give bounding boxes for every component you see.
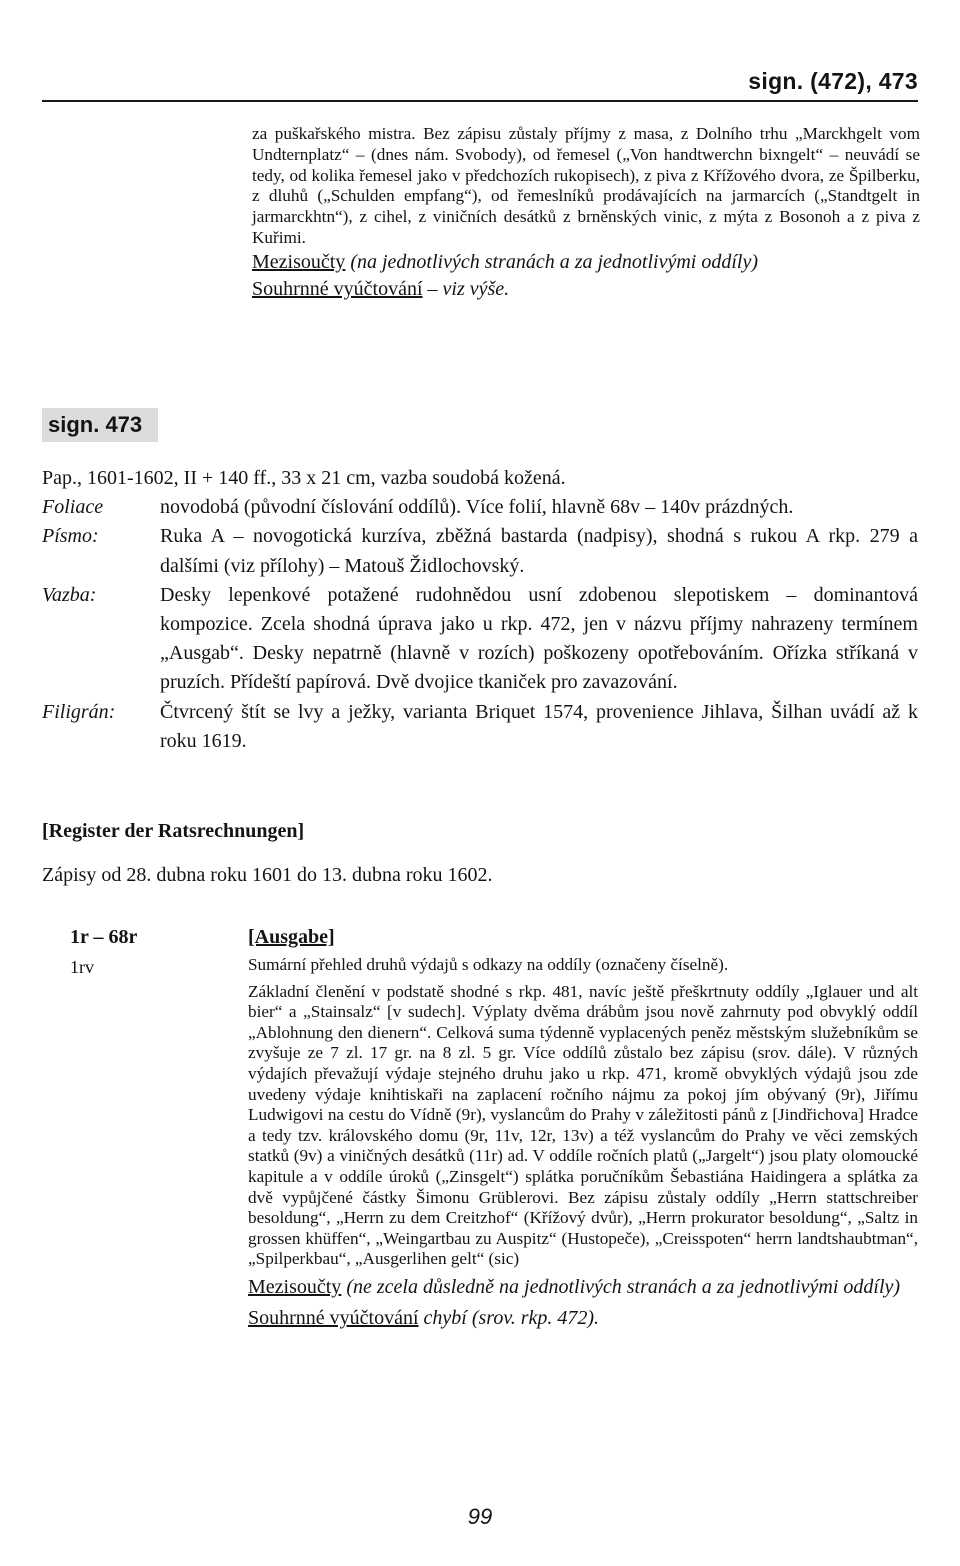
intro-souhrnne-note: – viz výše.: [427, 277, 510, 300]
row-text: Čtvrcený štít se lvy a ježky, varianta Briquet 1574, provenience Jihlava, Šilhan uvádí až k roku 1619.: [160, 700, 918, 752]
intro-mezisoucty-note: (na jednotlivých stranách a za jednotlivými oddíly): [350, 250, 758, 273]
entry-mezisoucty-line: [248, 1274, 918, 1301]
entry-souhrnne-note: chybí (srov. rkp. 472).: [423, 1306, 600, 1329]
page-number: 99: [467, 1504, 493, 1529]
sign-heading-badge: sign. 473: [42, 408, 158, 442]
description-row-foliace: [42, 493, 918, 522]
entry-souhrnne-label: Souhrnné vyúčtování: [248, 1306, 419, 1329]
entry-mezisoucty-note: (ne zcela důsledně na jednotlivých stranách a za jednotlivými oddíly): [346, 1275, 901, 1298]
ausgabe-entry: [248, 924, 918, 1332]
row-label: Písmo:: [42, 525, 99, 548]
entry-heading: [Ausgabe]: [248, 926, 335, 948]
row-label: Filigrán:: [42, 700, 116, 723]
row-text: Ruka A – novogotická kurzíva, zběžná bastarda (nadpisy), shodná s rukou A rkp. 279 a dalšími (viz přílohy) – Matouš Židlochovský.: [160, 525, 918, 577]
intro-souhrnne-line: [252, 276, 920, 303]
entry-souhrnne-line: [248, 1305, 918, 1332]
folio-range: 1r – 68r: [70, 926, 138, 948]
folio-sub: 1rv: [70, 957, 94, 977]
physical-description: Pap., 1601-1602, II + 140 ff., 33 x 21 cm, vazba soudobá kožená.: [42, 467, 566, 489]
intro-mezisoucty-line: [252, 249, 920, 276]
row-text: Desky lepenkové potažené rudohnědou usní zdobenou slepotiskem – dominantová kompozice. Zcela shodná úprava jako u rkp. 472, jen v názvu příjmy nahrazeny termínem „Ausgab“. Desky nepatrně (hlavně v rozích) poškozeny opotřebováním. Ořízka stříkaná v pruzích. Přídeští papírová. Dvě dvojice tkaniček pro zavazování.: [160, 583, 918, 694]
intro-paragraph: za puškařského mistra. Bez zápisu zůstaly příjmy z masa, z Dolního trhu „Marckhgelt vom Undternplatz“ – (dnes nám. Svobody), od řemesel („Von handtwerchn bixngelt“ – neuvádí se tedy, od kolika řemesel jako v předchozích rukopisech), z piva z Křížového dvora, ze Špilberku, z dluhů („Schulden empfang“), od řemeslníků prodávajících na jarmarcích („Standtgelt in jarmarckhtn“), z cihel, z viničních desátků z brněnských vinic, z mýta z Bosonoh a z piva z Kuřimi.: [252, 124, 920, 247]
description-row-vazba: [42, 581, 918, 698]
intro-souhrnne-label: Souhrnné vyúčtování: [252, 277, 423, 300]
row-label: Foliace: [42, 496, 104, 519]
description-row-filigran: [42, 698, 918, 756]
header-rule: [42, 100, 918, 102]
row-text: novodobá (původní číslování oddílů). Více folií, hlavně 68v – 140v prázdných.: [160, 496, 794, 519]
row-label: Vazba:: [42, 583, 97, 606]
entry-body: Základní členění v podstatě shodné s rkp. 481, navíc ještě přeškrtnuty oddíly „Iglauer und alt bier“ a „Stainsalz“ [v sudech]. Výplaty dvěma drábům jsou nově zahrnuty pod obvyklý oddíl „Ablohnung den dienern“. Celková suma týdenně vyplacených peněz městským služebníkům se zvyšuje ze 7 zl. 17 gr. na 8 zl. 5 gr. Více oddílů zůstalo bez zápisu (srov. dále). V různých výdajích převažují výdaje stejného druhu jako u rkp. 471, kromě obvyklých výdajů jsou zde uvedeny výdaje knihtiskaři na zaplacení ročního nájmu za pokoj jím obývaný (9r), Jiřímu Ludwigovi na cestu do Vídně (9r), vyslancům do Prahy v záležitosti pánů z [Jindřichova] Hradce a tedy tzv. královského domu (9r, 11v, 12r, 13v) a též vyslancům do Prahy ve věci zemských statků (9v) a viničných desátků (11r) ad. V oddíle ročních platů („Jargelt“) jsou platy olomoucké kapitule a v oddíle úroků („Zinsgelt“) splátka poručníkům Šebastiána Haidingera a splátka za dvě vypůjčené částky Šimonu Grüblerovi. Bez zápisu zůstaly oddíly „Herrn stattschreiber besoldung“, „Herrn zu dem Creitzhof“ (Křížový dvůr), „Herrn prokurator besoldung“, „Saltz in grossen khüffen“, „Weingartbau zu Auspitz“ (Hustopeče), „Creisspoten“ herrn landtshaubtman“, „Spilperkbau“, „Ausgerlihen gelt“ (sic): [248, 981, 918, 1269]
register-title: [Register der Ratsrechnungen]: [42, 820, 305, 842]
intro-section: [252, 124, 920, 303]
entry-summary: Sumární přehled druhů výdajů s odkazy na oddíly (označeny číselně).: [248, 955, 729, 974]
manuscript-description: [42, 464, 918, 756]
register-dates: Zápisy od 28. dubna roku 1601 do 13. dubna roku 1602.: [42, 864, 493, 886]
entry-mezisoucty-label: Mezisoučty: [248, 1275, 342, 1298]
description-row-pismo: [42, 522, 918, 580]
running-header: sign. (472), 473: [748, 68, 918, 94]
intro-mezisoucty-label: Mezisoučty: [252, 250, 346, 273]
